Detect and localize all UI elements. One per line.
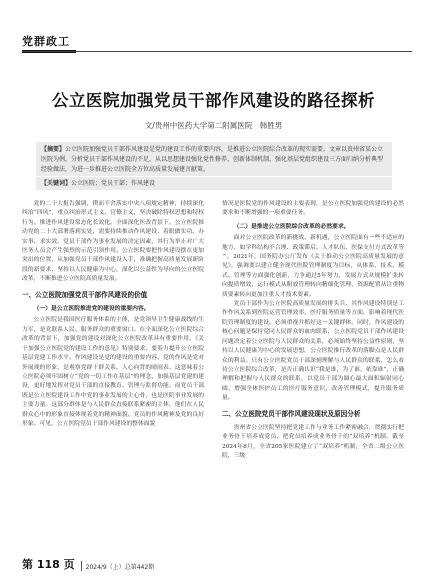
- column-tag: 党群政工: [22, 35, 70, 48]
- left-column: [22, 200, 204, 429]
- abstract-box: [36, 142, 392, 176]
- issue-info: 2024/9（上）总第442期: [85, 564, 155, 571]
- body-paragraph: 党员干部作为公立医院高质量发展的排头兵，其作风建设特别是工作作风关系到医院运营管理效率、医疗服务质量等方面，影响着现代医院管理制度的建设。必须重视并抓好这一关键群体。同时，作风建设的核心问题是保持党同人民群众的血肉联系，公立医院党员干部作风建设问题决定着公立医院与人民群众的关系，必须始终坚持公益性原则，坚持以人民健康为中心的发展思想。公立医院推行改革的落脚点是人民群众的利益。只有公立医院党员干部深刻理解与人民群众的联系，怎么看待公立医院综合改革，是否正确认识“我是谁，为了谁，依靠谁”，正确理解和把握与人民群众的联系，以党员干部为圆心最大面积辐射同心圆，增强全体医护员工的医疗服务意识，改善管理模式，提升服务质量。: [222, 301, 404, 402]
- keywords-text: 公立医院；党员干部；作风建设: [71, 180, 156, 187]
- page-footer: [22, 558, 154, 572]
- body-paragraph: 公立医院是我国医疗服务体系的主体，是党领导卫生健康战线的生力军，是党联系人民、服务群众的重要窗口。在全面深化公立医院综合改革的背景下，加强党的建设对深化公立医院改革具有重要作用。《关于加强公立医院党的建设工作的意见》特别要求，要着力提升公立医院基层党建工作水平。作风建设是党的建设的重要内容，党的作风是党对外展现的形象，是观察党群干群关系、人心向背的晴雨表。这意味着公立医院必须牢固树立“党的一切工作在基层”的理念，加强基层党建的建设，更好地发挥对党员干部的直接教育、管理与监督功能。而党员干部既是公立医院建设工作中党的事业发展的主心骨，也是医院事业发展的主要力量。这部分群体是与人民群众直接联系紧密的主体，他们在人民群众心中的形象直接体现着党的精神面貌、党员的作风精神及党的良好形象。可见，公立医院党员干部作风建设的整体面貌: [22, 317, 204, 427]
- abstract-text: 公立医院加强党员干部作风建设是党的建设工作的重要内容，是推进公立医院综合改革的现实需要。文章以贵州省某公立医院为例，分析党员干部作风建设的不足，从以思想建设强化党性修养、创新体制机制、强化基层党组织建设三方面归纳分析典型经验做法，为进一步推进公立医院全方位高质量发展建言献策。: [41, 146, 384, 173]
- section-heading: 一、公立医院加强党员干部作风建设的价值: [22, 290, 148, 299]
- right-column: [222, 200, 404, 462]
- keywords-label: 【关键词】: [41, 180, 72, 187]
- intro-paragraph: 党的二十大报告强调，锲而不舍落实中央八项规定精神，持续深化纠治“四风”，重点纠治形式主义、官僚主义，坚决破除特权思想和特权行为。推进作风建设常态化长效化。全面深化医改背景下，公立医院推动党的二十大部署落到实处，需要持续推动作风建设，着眼做实功、办实事、求实效。党员干部作为事业发展的决定因素，其行为举止对广大医务人员会产生强烈的示范引领作用。公立医院要把作风建设摆在更加突出的位置，从加强党员干部作风建设入手，准确把握高质量发展新阶段的新要求，坚持以人民健康为中心，深化以公益性为导向的公立医院改革，不断推进公立医院高质量发展。: [22, 201, 204, 283]
- page-number: 第 118 页: [22, 558, 75, 571]
- body-paragraph: 面对公立医院改革的新挑战、新机遇，公立医院面有一些不适应的地方，如学科结构不合理、政策滞后、人才队伍、医保支付方式改革等^。2021年，国务院办公厅发布《关于推动公立医院高质量发展的意见》，强调要以建立健全现代医院管理制度为目标，从体系、技术、模式、管理等方面强化创新，力争通过5年努力，发展方式从规模扩张转向提质增效，运行模式从粗放管理转向精细化管理，资源配置从注重物质要素转向更加注重人才技术要素。: [222, 235, 404, 298]
- section-heading: 二、公立医院党员干部作风建设现状及原因分析: [222, 409, 361, 418]
- subsection-heading: （二）是推进公立医院综合改革的必然要求。: [233, 223, 350, 230]
- article-author: 文/贵州中医药大学第二附属医院 韩胜男: [144, 121, 283, 130]
- keywords-box: [36, 177, 392, 190]
- body-paragraph: 贵州省公立医院坚持把党建工作与业务工作紧密融合，贯彻实行把业务骨干培养成党员、把党员培养成业务骨干的“双培养”机制。截至2024年8月，全省205家医院建立了“双培养”机制，全省二级公立医院，三级: [222, 424, 404, 460]
- article-title: 公立医院加强党员干部作风建设的路径探析: [52, 91, 375, 110]
- abstract-label: 【摘要】: [41, 146, 66, 153]
- column-tag-rule: [22, 51, 412, 52]
- footer-divider: [81, 561, 82, 571]
- body-paragraph: 情况是医院党的作风建设的主要表现，是公立医院加强党的建设的必然要求和不断增强的一项重要任务。: [222, 201, 404, 217]
- subsection-heading: （一）是公立医院推进党的建设的重要内容。: [33, 306, 150, 313]
